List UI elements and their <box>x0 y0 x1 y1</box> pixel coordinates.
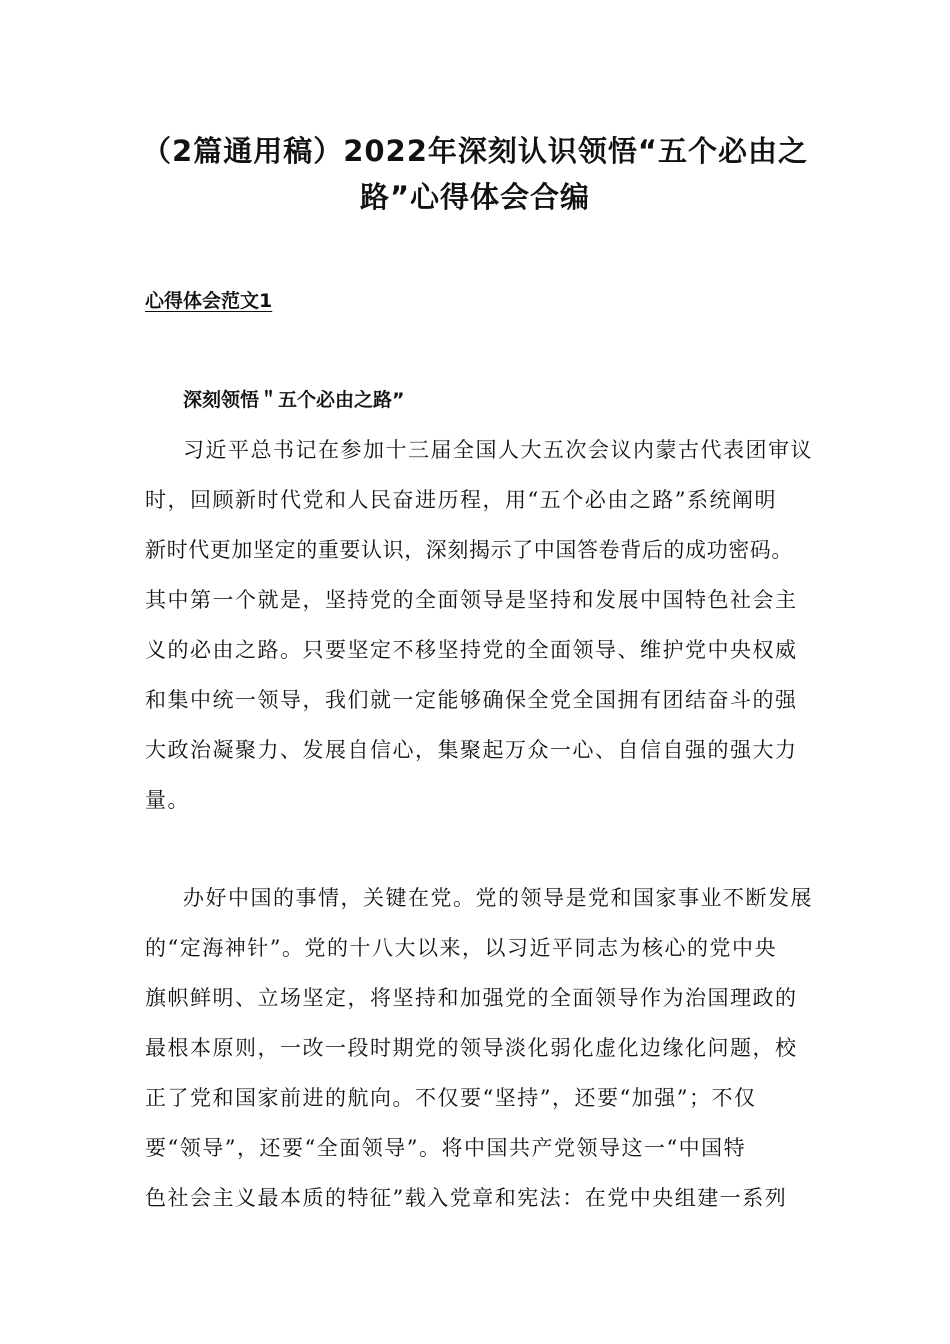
title-line: 路”心得体会合编 <box>359 180 591 214</box>
paragraph-line: 量。 <box>145 788 190 812</box>
paragraph-line: 其中第一个就是，坚持党的全面领导是坚持和发展中国特色社会主 <box>145 588 798 612</box>
paragraph-line: 最根本原则，一改一段时期党的领导淡化弱化虚化边缘化问题，校 <box>145 1036 798 1060</box>
paragraph-line: 办好中国的事情，关键在党。党的领导是党和国家事业不断发展 <box>183 886 813 910</box>
article-subheading: 深刻领悟＂五个必由之路” <box>183 389 405 411</box>
paragraph-line: 大政治凝聚力、发展自信心，集聚起万众一心、自信自强的强大力 <box>145 738 798 762</box>
document-title <box>110 128 840 220</box>
paragraph-line: 正了党和国家前进的航向。不仅要“坚持”，还要“加强”；不仅 <box>145 1086 757 1110</box>
paragraph-line: 时，回顾新时代党和人民奋进历程，用“五个必由之路”系统阐明 <box>145 488 777 512</box>
title-line: （2篇通用稿）2022年深刻认识领悟“五个必由之 <box>142 134 808 168</box>
paragraph-line: 习近平总书记在参加十三届全国人大五次会议内蒙古代表团审议 <box>183 438 813 462</box>
paragraph-line: 旗帜鲜明、立场坚定，将坚持和加强党的全面领导作为治国理政的 <box>145 986 798 1010</box>
paragraph-line: 新时代更加坚定的重要认识，深刻揭示了中国答卷背后的成功密码。 <box>145 538 793 562</box>
paragraph-line: 义的必由之路。只要坚定不移坚持党的全面领导、维护党中央权威 <box>145 638 798 662</box>
paragraph-line: 和集中统一领导，我们就一定能够确保全党全国拥有团结奋斗的强 <box>145 688 798 712</box>
body-paragraph <box>145 425 825 825</box>
paragraph-line: 色社会主义最本质的特征”载入党章和宪法：在党中央组建一系列 <box>145 1186 788 1210</box>
body-paragraph <box>145 873 825 1223</box>
paragraph-line: 的“定海神针”。党的十八大以来，以习近平同志为核心的党中央 <box>145 936 777 960</box>
section-heading: 心得体会范文1 <box>145 290 273 312</box>
paragraph-line: 要“领导”，还要“全面领导”。将中国共产党领导这一“中国特 <box>145 1136 747 1160</box>
